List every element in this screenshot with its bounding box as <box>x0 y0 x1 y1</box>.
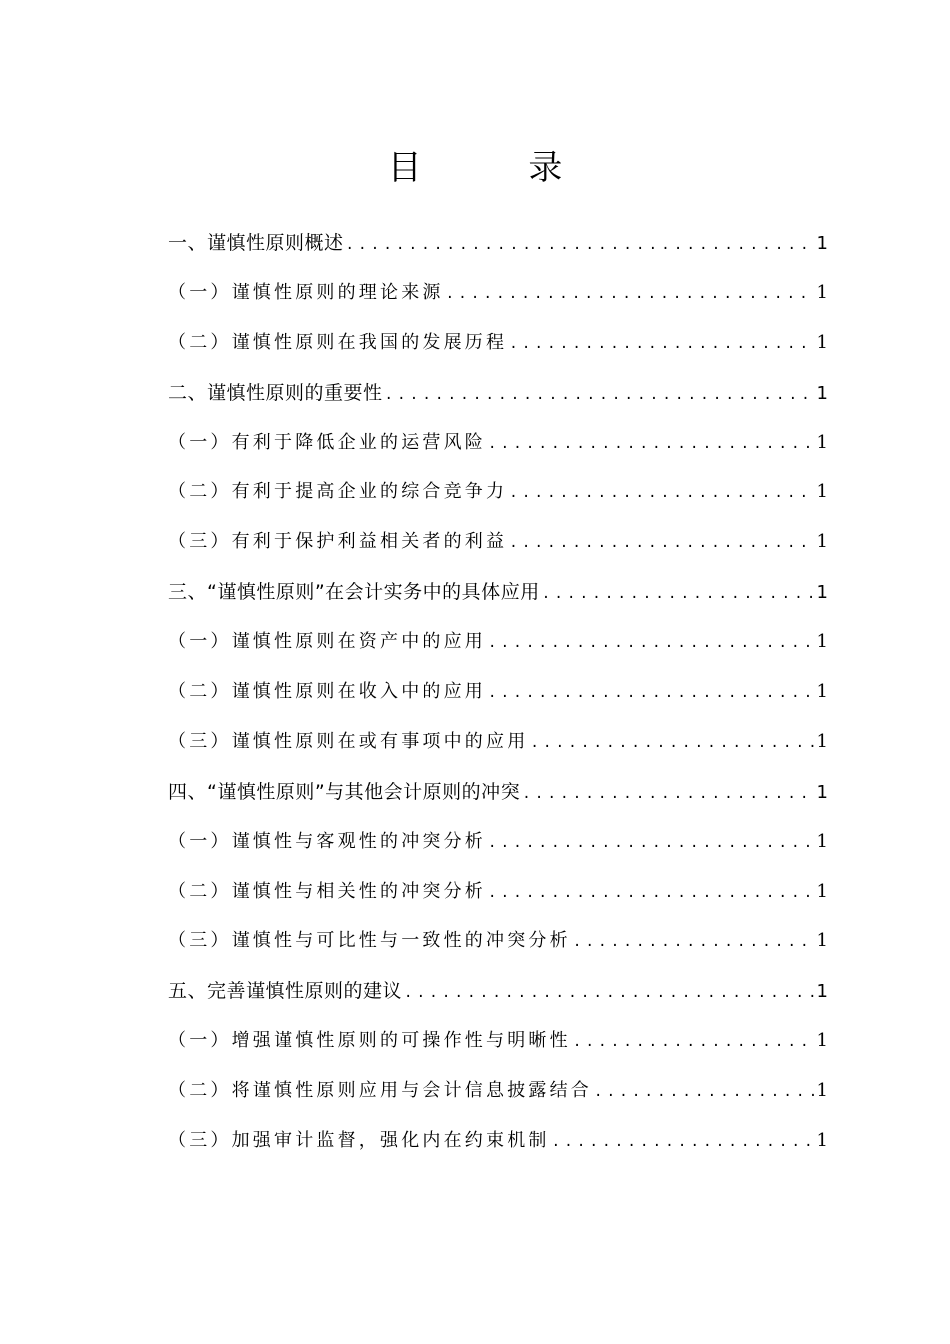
toc-entry-text: （二）谨慎性原则在收入中的应用 <box>168 681 486 703</box>
toc-page-number: 1 <box>816 631 828 653</box>
toc-entry-5-2[interactable] <box>168 1075 828 1125</box>
toc-page-number: 1 <box>816 930 828 952</box>
toc-entry-4[interactable] <box>168 776 828 826</box>
toc-entry-1-2[interactable] <box>168 327 828 377</box>
toc-page-number: 1 <box>816 431 828 453</box>
toc-page-number: 1 <box>816 781 828 803</box>
toc-entry-text: （三）谨慎性与可比性与一致性的冲突分析 <box>168 930 571 952</box>
toc-page-number: 1 <box>816 582 828 604</box>
toc-dot-leader <box>530 727 814 759</box>
table-of-contents <box>168 227 828 1175</box>
toc-page-number: 1 <box>816 880 828 902</box>
toc-dot-leader <box>488 627 815 659</box>
toc-dot-leader <box>404 977 815 1009</box>
toc-entry-3-2[interactable] <box>168 676 828 726</box>
toc-entry-3-1[interactable] <box>168 626 828 676</box>
toc-entry-2-1[interactable] <box>168 427 828 477</box>
toc-entry-2-3[interactable] <box>168 526 828 576</box>
toc-page-number: 1 <box>816 1130 828 1152</box>
toc-entry-5-1[interactable] <box>168 1025 828 1075</box>
toc-dot-leader <box>488 827 815 859</box>
toc-dot-leader <box>552 1126 815 1158</box>
toc-entry-text: （二）有利于提高企业的综合竞争力 <box>168 481 508 503</box>
toc-entry-text: （一）谨慎性原则在资产中的应用 <box>168 631 486 653</box>
toc-page-number: 1 <box>816 681 828 703</box>
toc-entry-3[interactable] <box>168 576 828 626</box>
toc-dot-leader <box>509 328 814 360</box>
toc-entry-2-2[interactable] <box>168 476 828 526</box>
toc-dot-leader <box>573 1026 815 1058</box>
toc-dot-leader <box>346 229 815 261</box>
toc-entry-4-2[interactable] <box>168 876 828 926</box>
toc-page-number: 1 <box>816 331 828 353</box>
toc-dot-leader <box>542 578 815 610</box>
toc-dot-leader <box>488 428 815 460</box>
toc-entry-5[interactable] <box>168 975 828 1025</box>
toc-entry-text: 二、谨慎性原则的重要性 <box>168 381 383 404</box>
toc-dot-leader <box>509 477 814 509</box>
toc-entry-text: （一）有利于降低企业的运营风险 <box>168 431 486 453</box>
toc-entry-text: 三、“谨慎性原则”在会计实务中的具体应用 <box>168 581 540 604</box>
toc-entry-text: 一、谨慎性原则概述 <box>168 232 344 254</box>
toc-entry-1[interactable] <box>168 227 828 277</box>
toc-dot-leader <box>385 379 815 411</box>
toc-page-number: 1 <box>816 730 828 752</box>
toc-entry-text: （二）谨慎性原则在我国的发展历程 <box>168 331 508 353</box>
toc-entry-text: （二）将谨慎性原则应用与会计信息披露结合 <box>168 1080 592 1102</box>
toc-page-number: 1 <box>816 1030 828 1052</box>
toc-entry-text: （一）谨慎性原则的理论来源 <box>168 281 444 303</box>
toc-page-number: 1 <box>816 233 828 254</box>
toc-page-number: 1 <box>816 382 828 404</box>
toc-dot-leader <box>522 778 814 810</box>
toc-dot-leader <box>573 926 815 958</box>
toc-page-number: 1 <box>816 830 828 852</box>
toc-page-number: 1 <box>816 481 828 503</box>
toc-entry-4-1[interactable] <box>168 826 828 876</box>
toc-entry-3-3[interactable] <box>168 726 828 776</box>
toc-entry-text: （三）加强审计监督，强化内在约束机制 <box>168 1130 550 1152</box>
toc-entry-5-3[interactable] <box>168 1125 828 1175</box>
toc-page-number: 1 <box>816 1080 828 1102</box>
toc-dot-leader <box>594 1076 815 1108</box>
toc-entry-2[interactable] <box>168 377 828 427</box>
toc-title: 目 录 <box>387 148 611 188</box>
toc-entry-text: （一）谨慎性与客观性的冲突分析 <box>168 830 486 852</box>
toc-entry-text: （三）有利于保护利益相关者的利益 <box>168 531 508 553</box>
toc-page-number: 1 <box>816 281 828 303</box>
toc-entry-text: 五、完善谨慎性原则的建议 <box>168 980 403 1003</box>
toc-page-number: 1 <box>816 981 828 1003</box>
toc-dot-leader <box>488 677 815 709</box>
toc-entry-text: （三）谨慎性原则在或有事项中的应用 <box>168 730 529 752</box>
toc-entry-text: 四、“谨慎性原则”与其他会计原则的冲突 <box>168 780 521 803</box>
toc-entry-1-1[interactable] <box>168 277 828 327</box>
toc-entry-text: （二）谨慎性与相关性的冲突分析 <box>168 880 486 902</box>
toc-entry-4-3[interactable] <box>168 925 828 975</box>
toc-dot-leader <box>488 877 815 909</box>
toc-dot-leader <box>509 527 814 559</box>
toc-dot-leader <box>446 278 815 310</box>
toc-entry-text: （一）增强谨慎性原则的可操作性与明晰性 <box>168 1030 571 1052</box>
toc-page-number: 1 <box>816 531 828 553</box>
